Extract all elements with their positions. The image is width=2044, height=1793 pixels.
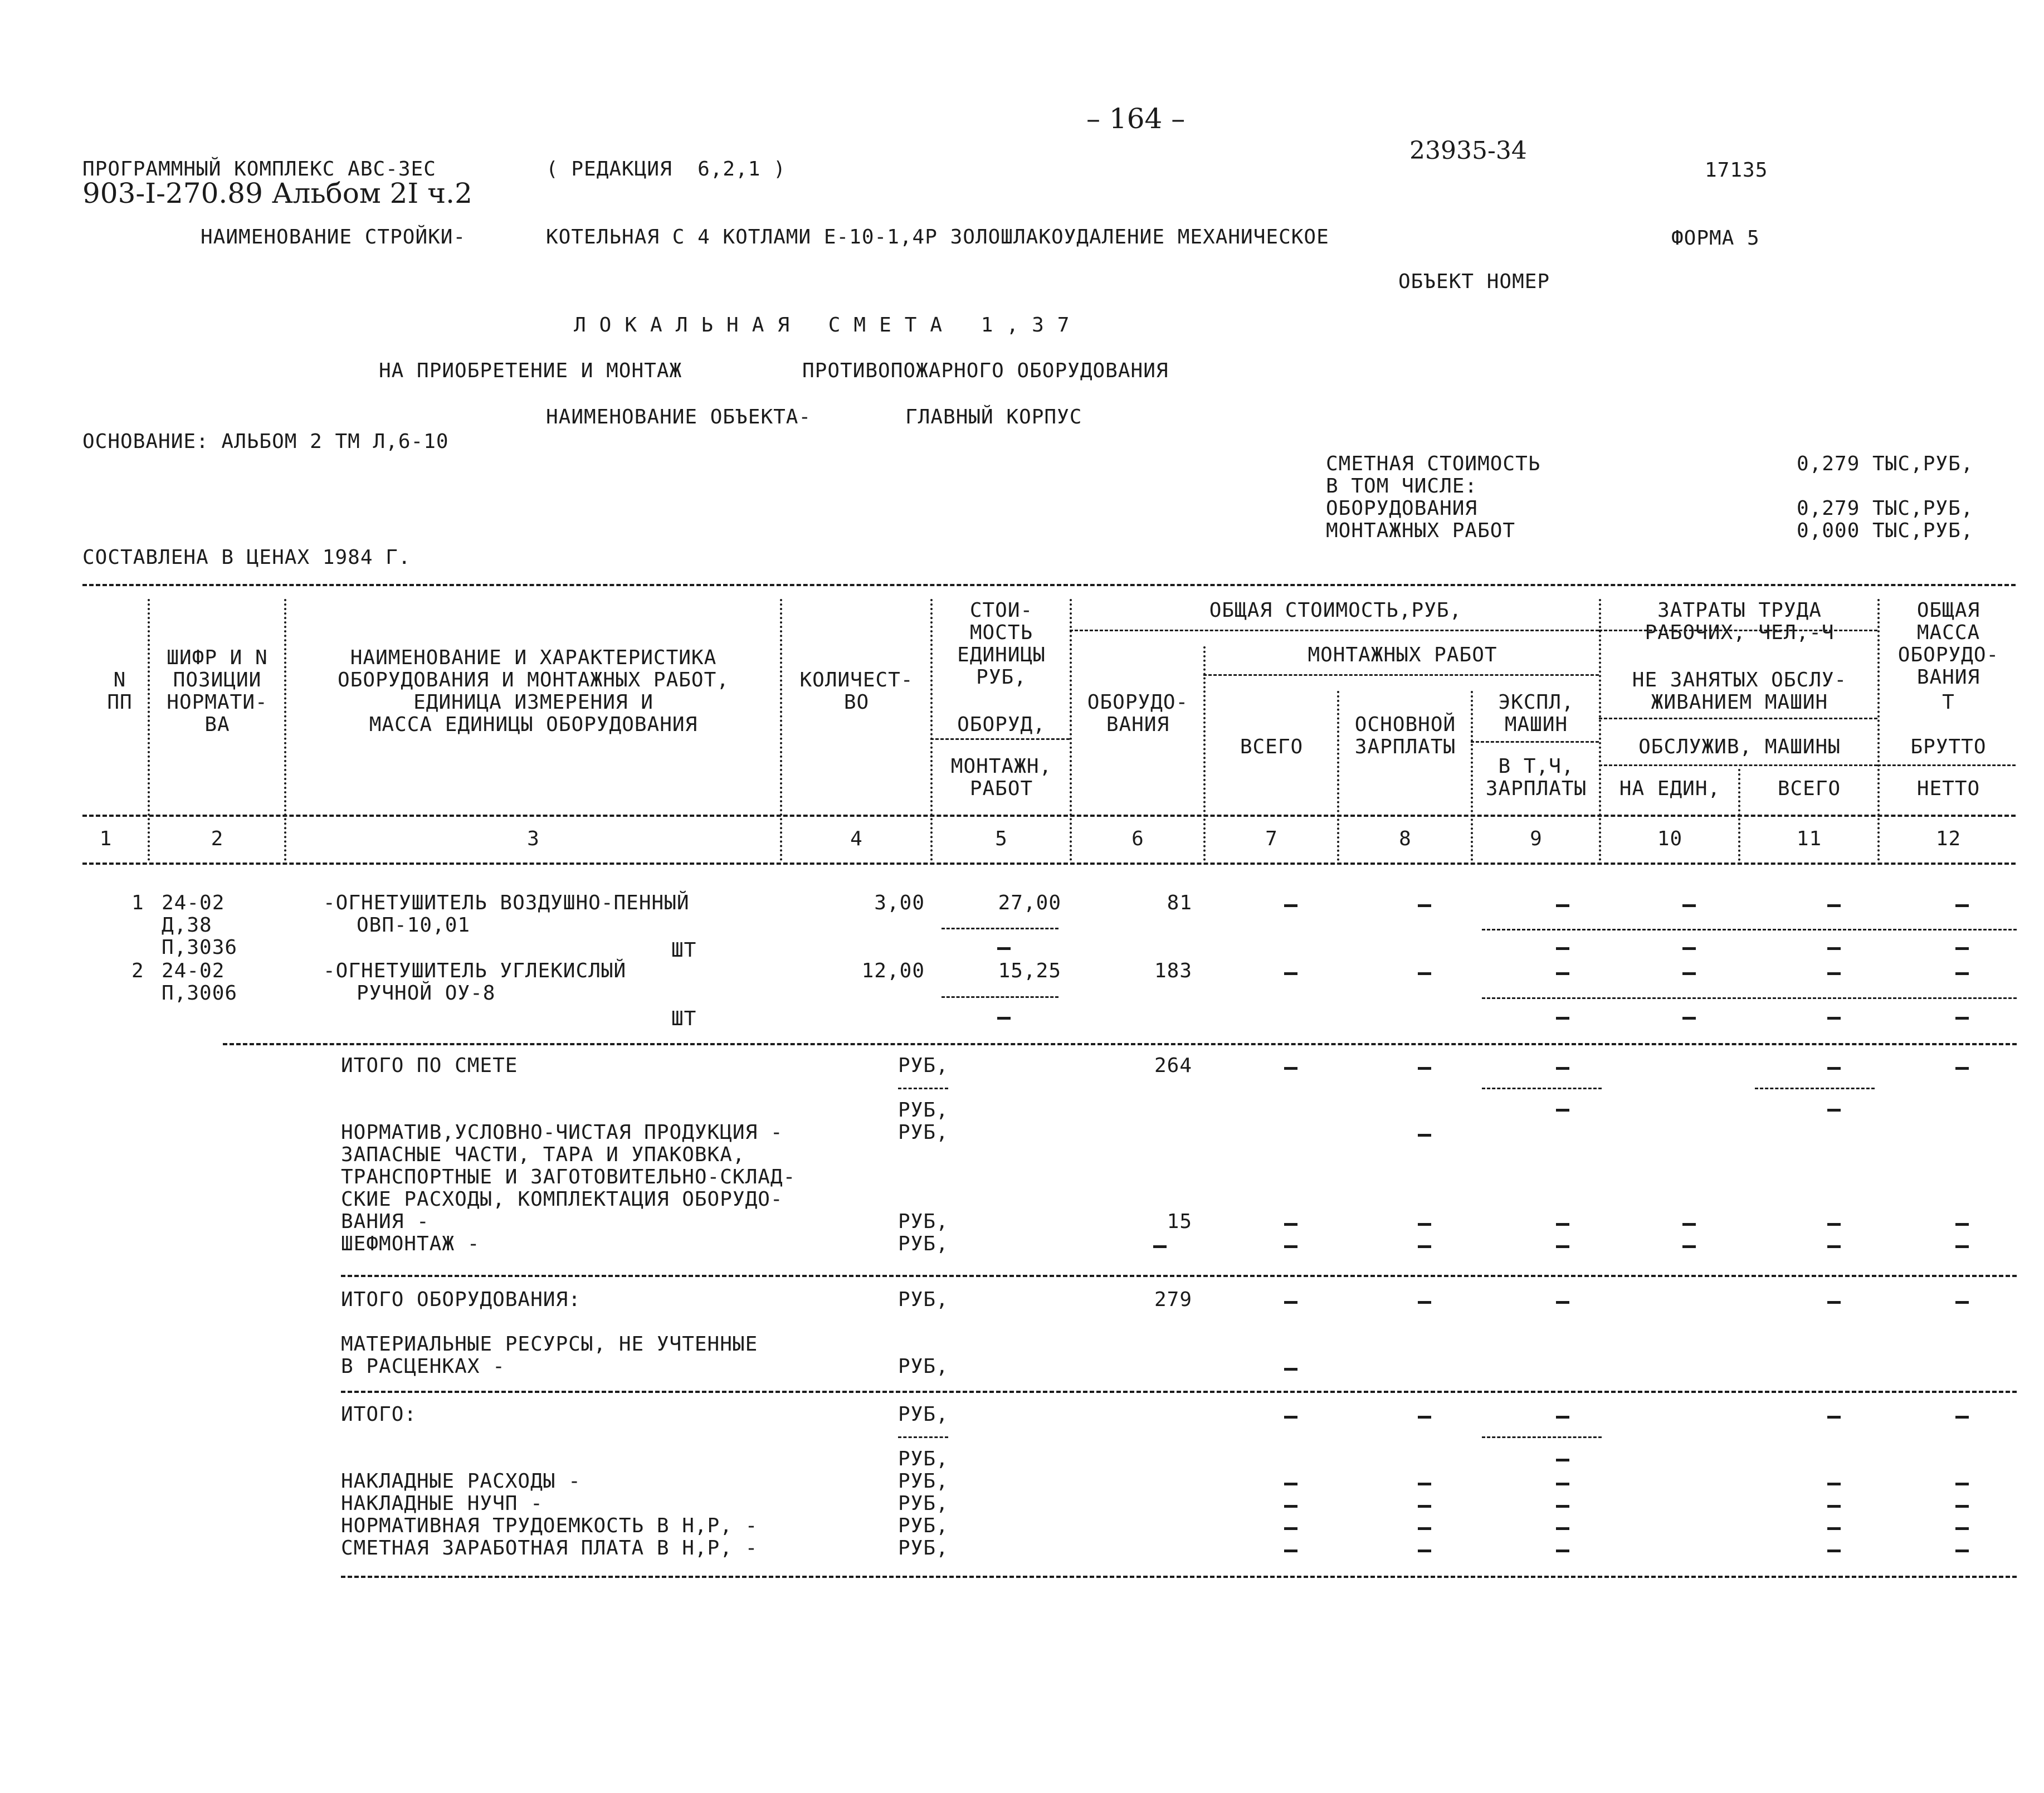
empty-cell-dash — [1827, 1550, 1841, 1552]
labor-mid-rule — [1599, 718, 1877, 719]
hdr-c4-a: КОЛИЧЕСТ- — [799, 669, 914, 691]
norm-line: ТРАНСПОРТНЫЕ И ЗАГОТОВИТЕЛЬНО-СКЛАД- — [341, 1166, 796, 1188]
empty-cell-dash — [1556, 904, 1569, 907]
colnum-9: 9 — [1530, 827, 1543, 850]
header-bottom-rule — [82, 815, 2016, 817]
empty-cell-dash — [1284, 972, 1297, 975]
hdr-c9-b: МАШИН — [1504, 713, 1568, 736]
empty-cell-dash — [1827, 1109, 1841, 1112]
group-total-rule — [1070, 630, 1599, 631]
row-name: -ОГНЕТУШИТЕЛЬ ВОЗДУШНО-ПЕННЫЙ — [323, 891, 690, 914]
hdr-c11: ВСЕГО — [1777, 777, 1841, 800]
equipment-value: 0,279 ТЫС,РУБ, — [1797, 497, 1974, 520]
hdr-c5-f: МОНТАЖН, — [950, 755, 1052, 778]
empty-cell-dash — [1284, 1416, 1297, 1419]
hdr-c6-a: ОБОРУДО- — [1087, 691, 1189, 714]
object-number: ОБЪЕКТ НОМЕР — [1398, 270, 1550, 293]
empty-cell-dash — [1827, 1223, 1841, 1226]
col-sep — [930, 599, 933, 861]
rub-unit: РУБ, — [898, 1121, 949, 1144]
page-number: – 164 – — [1086, 103, 1186, 135]
empty-cell-dash — [1418, 904, 1431, 907]
empty-cell-dash — [1556, 1527, 1569, 1530]
shefmontazh-label: ШЕФМОНТАЖ - — [341, 1232, 480, 1255]
rub-unit: РУБ, — [898, 1514, 949, 1537]
hdr-c6-b: ВАНИЯ — [1106, 713, 1170, 736]
empty-cell-dash — [997, 947, 1011, 950]
colnum-10: 10 — [1657, 827, 1683, 850]
rub-unit: РУБ, — [898, 1288, 949, 1311]
col-sep — [284, 599, 286, 861]
norm-line: НОРМАТИВ,УСЛОВНО-ЧИСТАЯ ПРОДУКЦИЯ - — [341, 1121, 783, 1144]
empty-cell-dash — [1955, 1550, 1969, 1552]
empty-cell-dash — [1418, 1550, 1431, 1552]
row-name: -ОГНЕТУШИТЕЛЬ УГЛЕКИСЛЫЙ — [323, 959, 627, 982]
rub-unit: РУБ, — [898, 1403, 949, 1426]
right-code: 17135 — [1705, 159, 1768, 182]
empty-cell-dash — [1284, 1368, 1297, 1371]
installation-label: МОНТАЖНЫХ РАБОТ — [1326, 519, 1516, 542]
table-top-rule — [82, 584, 2016, 586]
empty-cell-dash — [1418, 1416, 1431, 1419]
subtotal-rule — [1755, 1088, 1875, 1089]
empty-cell-dash — [1955, 1527, 1969, 1530]
group-install-rule — [1203, 674, 1599, 676]
overhead-line: НАКЛАДНЫЕ НУЧП - — [341, 1492, 543, 1515]
unit-cost-rule — [930, 738, 1070, 740]
empty-cell-dash — [1682, 1223, 1696, 1226]
empty-cell-dash — [1284, 1505, 1297, 1508]
rub-unit: РУБ, — [898, 1099, 949, 1122]
empty-cell-dash — [1955, 1483, 1969, 1485]
empty-cell-dash — [1556, 1483, 1569, 1485]
row-subrule — [941, 996, 1058, 998]
rub-unit: РУБ, — [898, 1210, 949, 1233]
materials-line: МАТЕРИАЛЬНЫЕ РЕСУРСЫ, НЕ УЧТЕННЫЕ — [341, 1333, 758, 1356]
hdr-c5-g: РАБОТ — [969, 777, 1033, 800]
norm-value: 15 — [1167, 1210, 1192, 1233]
row-equipment: 183 — [1154, 959, 1192, 982]
row-qty: 3,00 — [874, 891, 925, 914]
rub-unit: РУБ, — [898, 1355, 949, 1378]
empty-cell-dash — [1418, 1245, 1431, 1248]
colnum-3: 3 — [527, 827, 540, 850]
estimate-title: ЛОКАЛЬНАЯ СМЕТА 1,37 — [574, 314, 1083, 337]
doc-code: 23935-34 — [1409, 137, 1527, 165]
empty-cell-dash — [1955, 947, 1969, 950]
total-estimate-value: 264 — [1154, 1054, 1192, 1077]
empty-cell-dash — [1153, 1245, 1167, 1248]
object-label: НАИМЕНОВАНИЕ ОБЪЕКТА- — [546, 406, 812, 428]
empty-cell-dash — [1284, 1527, 1297, 1530]
table-bottom-rule — [341, 1576, 2017, 1578]
empty-cell-dash — [1284, 1223, 1297, 1226]
row-name: РУЧНОЙ ОУ-8 — [357, 982, 496, 1005]
empty-cell-dash — [1955, 1245, 1969, 1248]
colnum-8: 8 — [1399, 827, 1412, 850]
hdr-labor-a: ЗАТРАТЫ ТРУДА — [1657, 599, 1822, 622]
empty-cell-dash — [1284, 1483, 1297, 1485]
labor-low-rule — [1599, 764, 1877, 766]
empty-cell-dash — [1955, 1301, 1969, 1304]
row-subrule — [1482, 997, 2017, 999]
purpose-right: ПРОТИВОПОЖАРНОГО ОБОРУДОВАНИЯ — [802, 359, 1169, 382]
empty-cell-dash — [1827, 947, 1841, 950]
hdr-labor-b: РАБОЧИХ, ЧЕЛ,-Ч — [1645, 621, 1835, 644]
hdr-c2-a: ШИФР И N — [167, 646, 268, 669]
hdr-c5-a: СТОИ- — [969, 599, 1033, 622]
empty-cell-dash — [1827, 1017, 1841, 1020]
empty-cell-dash — [1955, 1416, 1969, 1419]
equipment-label: ОБОРУДОВАНИЯ — [1326, 497, 1478, 520]
colnum-11: 11 — [1796, 827, 1822, 850]
empty-cell-dash — [1556, 1550, 1569, 1552]
colnum-1: 1 — [99, 827, 113, 850]
empty-cell-dash — [1556, 972, 1569, 975]
rub-unit: РУБ, — [898, 1448, 949, 1470]
form-number: ФОРМА 5 — [1671, 227, 1760, 250]
norm-line: СКИЕ РАСХОДЫ, КОМПЛЕКТАЦИЯ ОБОРУДО- — [341, 1188, 783, 1211]
hdr-c8-b: ЗАРПЛАТЫ — [1354, 735, 1456, 758]
col-sep — [1599, 599, 1601, 861]
empty-cell-dash — [1556, 1416, 1569, 1419]
col-sep — [1337, 691, 1339, 861]
construction-label: НАИМЕНОВАНИЕ СТРОЙКИ- — [201, 226, 466, 249]
rub-unit: РУБ, — [898, 1054, 949, 1077]
colnum-6: 6 — [1131, 827, 1144, 850]
object-name: ГЛАВНЫЙ КОРПУС — [905, 406, 1082, 428]
col-sep — [780, 599, 782, 861]
row-subrule — [1482, 929, 2017, 930]
hdr-c3-c: ЕДИНИЦА ИЗМЕРЕНИЯ И — [413, 691, 653, 714]
hdr-c10: НА ЕДИН, — [1619, 777, 1721, 800]
hdr-c4-b: ВО — [843, 691, 870, 714]
empty-cell-dash — [1827, 972, 1841, 975]
row-unit-price: 27,00 — [998, 891, 1061, 914]
colnum-2: 2 — [211, 827, 224, 850]
overhead-line: НАКЛАДНЫЕ РАСХОДЫ - — [341, 1470, 581, 1493]
hdr-c9-d: ЗАРПЛАТЫ — [1485, 777, 1587, 800]
subtotal-rule — [1482, 1436, 1602, 1438]
row-unit-price: 15,25 — [998, 959, 1061, 982]
empty-cell-dash — [1556, 947, 1569, 950]
hdr-c9-a: ЭКСПЛ, — [1498, 691, 1574, 714]
empty-cell-dash — [1418, 1067, 1431, 1070]
row-name: ОВП-10,01 — [357, 914, 471, 937]
col-sep — [1203, 646, 1206, 861]
empty-cell-dash — [1556, 1459, 1569, 1461]
colnum-7: 7 — [1265, 827, 1278, 850]
hdr-c12-f: БРУТТО — [1910, 735, 1987, 758]
empty-cell-dash — [1418, 1134, 1431, 1137]
row-qty: 12,00 — [861, 959, 925, 982]
col-sep — [1877, 599, 1880, 861]
row-subrule — [941, 928, 1058, 929]
rub-unit: РУБ, — [898, 1537, 949, 1560]
empty-cell-dash — [1955, 1505, 1969, 1508]
row-code: П,3006 — [162, 982, 238, 1005]
hdr-c12-g: НЕТТО — [1916, 777, 1980, 800]
hdr-c5-c: ЕДИНИЦЫ — [957, 644, 1046, 666]
program-name: ПРОГРАММНЫЙ КОМПЛЕКС АВС-3ЕС — [82, 158, 436, 181]
row-code: 24-02 — [162, 959, 225, 982]
hdr-c2-d: ВА — [204, 713, 230, 736]
empty-cell-dash — [1556, 1109, 1569, 1112]
hdr-c9-c: В Т,Ч, — [1498, 755, 1574, 778]
norm-line: ВАНИЯ - — [341, 1210, 430, 1233]
hdr-c3-d: МАССА ЕДИНИЦЫ ОБОРУДОВАНИЯ — [369, 713, 698, 736]
cost-label: СМЕТНАЯ СТОИМОСТЬ — [1326, 452, 1541, 475]
empty-cell-dash — [1556, 1301, 1569, 1304]
empty-cell-dash — [1284, 904, 1297, 907]
empty-cell-dash — [1556, 1505, 1569, 1508]
hdr-c12-e: Т — [1942, 691, 1955, 714]
rub-unit: РУБ, — [898, 1232, 949, 1255]
empty-cell-dash — [1827, 1301, 1841, 1304]
hdr-c8-a: ОСНОВНОЙ — [1354, 713, 1456, 736]
col-sep — [148, 599, 150, 861]
col-sep — [1471, 691, 1473, 861]
hdr-labor-e: ОБСЛУЖИВ, МАШИНЫ — [1638, 735, 1841, 758]
empty-cell-dash — [997, 1017, 1011, 1020]
empty-cell-dash — [1682, 1017, 1696, 1020]
empty-cell-dash — [1556, 1067, 1569, 1070]
edition: ( РЕДАКЦИЯ 6,2,1 ) — [546, 158, 786, 181]
total-label: ИТОГО: — [341, 1403, 417, 1426]
basis: ОСНОВАНИЕ: АЛЬБОМ 2 ТМ Л,6-10 — [82, 430, 449, 453]
row-equipment: 81 — [1167, 891, 1192, 914]
section-rule — [341, 1391, 2017, 1393]
row-code: 24-02 — [162, 891, 225, 914]
empty-cell-dash — [1827, 1067, 1841, 1070]
colnum-12: 12 — [1935, 827, 1962, 850]
subtotal-rule — [898, 1436, 948, 1438]
album-code: 903-I-270.89 Альбом 2I ч.2 — [82, 177, 472, 209]
machines-rule — [1471, 741, 1599, 743]
row-number: 2 — [131, 959, 144, 982]
row-unit: ШТ — [671, 939, 697, 962]
row-code: П,3036 — [162, 936, 238, 959]
purpose-left: НА ПРИОБРЕТЕНИЕ И МОНТАЖ — [379, 359, 682, 382]
row-number: 1 — [131, 891, 144, 914]
hdr-group-total: ОБЩАЯ СТОИМОСТЬ,РУБ, — [1209, 599, 1462, 622]
empty-cell-dash — [1418, 1483, 1431, 1485]
hdr-c2-b: ПОЗИЦИИ — [173, 669, 262, 691]
empty-cell-dash — [1827, 1416, 1841, 1419]
hdr-c5-e: ОБОРУД, — [957, 713, 1046, 736]
empty-cell-dash — [1955, 972, 1969, 975]
empty-cell-dash — [1284, 1067, 1297, 1070]
empty-cell-dash — [1827, 1527, 1841, 1530]
empty-cell-dash — [1418, 1301, 1431, 1304]
empty-cell-dash — [1827, 1245, 1841, 1248]
rub-unit: РУБ, — [898, 1492, 949, 1515]
hdr-c7: ВСЕГО — [1240, 735, 1304, 758]
empty-cell-dash — [1955, 1067, 1969, 1070]
hdr-labor-c: НЕ ЗАНЯТЫХ ОБСЛУ- — [1632, 669, 1847, 691]
empty-cell-dash — [1556, 1223, 1569, 1226]
hdr-c1-a: N — [113, 669, 126, 691]
empty-cell-dash — [1955, 1017, 1969, 1020]
col-sep — [1738, 769, 1740, 861]
hdr-labor-d: ЖИВАНИЕМ МАШИН — [1651, 691, 1828, 714]
hdr-c12-c: ОБОРУДО- — [1897, 644, 1999, 666]
empty-cell-dash — [1827, 904, 1841, 907]
empty-cell-dash — [1955, 1223, 1969, 1226]
installation-value: 0,000 ТЫС,РУБ, — [1797, 519, 1974, 542]
row-code: Д,38 — [162, 914, 212, 937]
empty-cell-dash — [1284, 1301, 1297, 1304]
empty-cell-dash — [1418, 1527, 1431, 1530]
total-equipment-value: 279 — [1154, 1288, 1192, 1311]
hdr-c12-d: ВАНИЯ — [1916, 666, 1980, 689]
hdr-c5-d: РУБ, — [976, 666, 1027, 689]
materials-line: В РАСЦЕНКАХ - — [341, 1355, 505, 1378]
price-basis: СОСТАВЛЕНА В ЦЕНАХ 1984 Г. — [82, 546, 411, 569]
construction-name: КОТЕЛЬНАЯ С 4 КОТЛАМИ Е-10-1,4Р ЗОЛОШЛАКОУДАЛЕНИЕ МЕХАНИЧЕСКОЕ — [546, 226, 1329, 249]
col-sep — [1070, 599, 1072, 861]
colnum-4: 4 — [850, 827, 863, 850]
cost-value: 0,279 ТЫС,РУБ, — [1797, 452, 1974, 475]
hdr-c2-c: НОРМАТИ- — [167, 691, 268, 714]
overhead-line: СМЕТНАЯ ЗАРАБОТНАЯ ПЛАТА В Н,Р, - — [341, 1537, 758, 1560]
empty-cell-dash — [1827, 1483, 1841, 1485]
colnum-bottom-rule — [82, 863, 2016, 865]
including-label: В ТОМ ЧИСЛЕ: — [1326, 475, 1478, 498]
empty-cell-dash — [1284, 1550, 1297, 1552]
subtotal-rule — [898, 1088, 948, 1089]
empty-cell-dash — [1556, 1245, 1569, 1248]
rows-bottom-rule — [223, 1043, 2017, 1045]
colnum-5: 5 — [995, 827, 1008, 850]
hdr-c5-b: МОСТЬ — [969, 621, 1033, 644]
empty-cell-dash — [1955, 904, 1969, 907]
empty-cell-dash — [1682, 947, 1696, 950]
total-estimate-label: ИТОГО ПО СМЕТЕ — [341, 1054, 518, 1077]
subtotal-rule — [1482, 1088, 1602, 1089]
empty-cell-dash — [1682, 1245, 1696, 1248]
section-rule — [341, 1275, 2017, 1277]
hdr-c3-b: ОБОРУДОВАНИЯ И МОНТАЖНЫХ РАБОТ, — [338, 669, 729, 691]
empty-cell-dash — [1418, 1223, 1431, 1226]
hdr-c12-a: ОБЩАЯ — [1916, 599, 1980, 622]
norm-line: ЗАПАСНЫЕ ЧАСТИ, ТАРА И УПАКОВКА, — [341, 1143, 745, 1166]
empty-cell-dash — [1682, 904, 1696, 907]
empty-cell-dash — [1556, 1017, 1569, 1020]
hdr-c1-b: ПП — [107, 691, 133, 714]
empty-cell-dash — [1284, 1245, 1297, 1248]
mass-rule — [1877, 764, 2016, 766]
empty-cell-dash — [1682, 972, 1696, 975]
hdr-c12-b: МАССА — [1916, 621, 1980, 644]
hdr-c3-a: НАИМЕНОВАНИЕ И ХАРАКТЕРИСТИКА — [350, 646, 717, 669]
row-unit: ШТ — [671, 1007, 697, 1030]
rub-unit: РУБ, — [898, 1470, 949, 1493]
hdr-group-install: МОНТАЖНЫХ РАБОТ — [1308, 644, 1497, 666]
total-equipment-label: ИТОГО ОБОРУДОВАНИЯ: — [341, 1288, 581, 1311]
empty-cell-dash — [1827, 1505, 1841, 1508]
overhead-line: НОРМАТИВНАЯ ТРУДОЕМКОСТЬ В Н,Р, - — [341, 1514, 758, 1537]
empty-cell-dash — [1418, 1505, 1431, 1508]
empty-cell-dash — [1418, 972, 1431, 975]
